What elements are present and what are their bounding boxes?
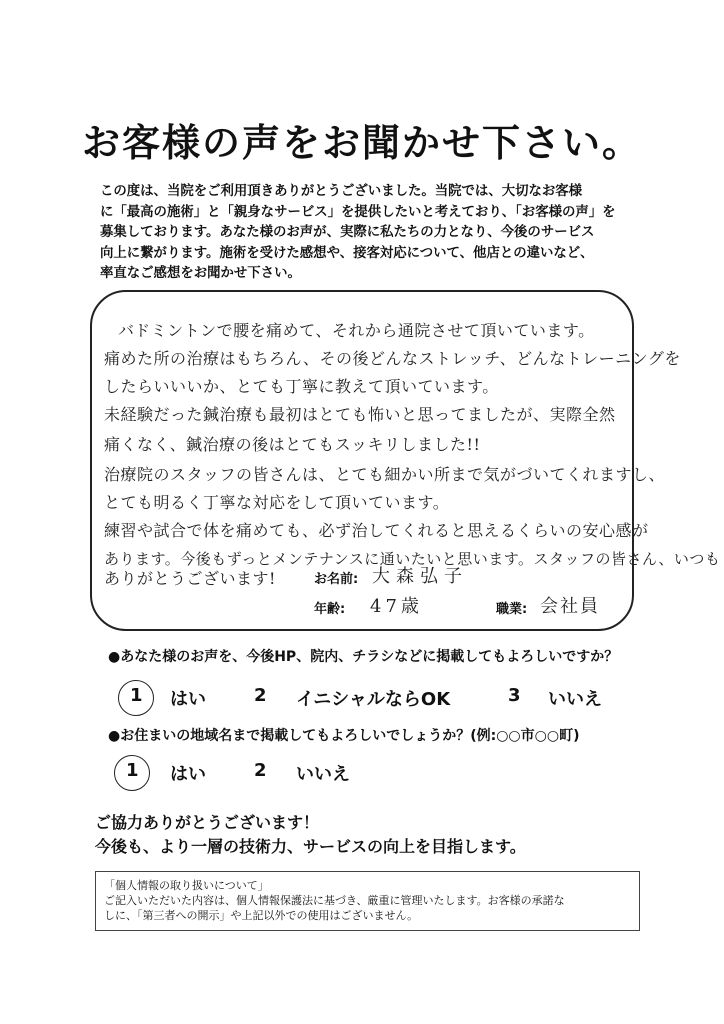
intro-text: [100, 182, 640, 285]
age-label: 年齢:: [314, 602, 346, 617]
privacy-notice: [95, 871, 640, 931]
q1-option-2-label[interactable]: イニシャルならOK: [296, 689, 451, 710]
closing-line-1: ご協力ありがとうございます！: [95, 813, 320, 832]
intro-line: 向上に繋がります。施術を受けた感想や、接客対応について、他店との違いなど、: [100, 245, 594, 261]
name-value: 大森弘子: [372, 566, 468, 587]
comment-line: 治療院のスタッフの皆さんは、とても細かい所まで気がづいてくれますし、: [104, 465, 666, 484]
intro-line: 募集しております。あなた様のお声が、実際に私たちの力となり、今後のサービス: [100, 225, 595, 240]
question-1: ●あなた様のお声を、今後HP、院内、チラシなどに掲載してもよろしいですか？: [108, 649, 619, 665]
q1-option-3-num[interactable]: 3: [508, 685, 521, 706]
comment-line: あります。今後もずっとメンテナンスに通いたいと思います。スタッフの皆さん、いつも: [104, 550, 721, 568]
comment-line: 練習や試合で体を痛めても、必ず治してくれると思えるくらいの安心感が: [104, 521, 649, 540]
privacy-line: ご記入いただいた内容は、個人情報保護法に基づき、厳重に管理いたします。お客様の承諾な: [104, 894, 565, 907]
comment-line: バドミントンで腰を痛めて、それから通院させて頂いています。: [118, 321, 595, 340]
privacy-line: しに、「第三者への開示」や上記以外での使用はございません。: [104, 909, 419, 922]
q2-option-1-num[interactable]: 1: [126, 760, 139, 781]
intro-line: に「最高の施術」と「親身なサービス」を提供したいと考えており、「お客様の声」を: [100, 204, 616, 220]
name-label: お名前:: [314, 572, 359, 587]
q2-option-1-label[interactable]: はい: [170, 764, 206, 785]
comment-line: 未経験だった鍼治療も最初はとても怖いと思ってましたが、実際全然: [104, 405, 616, 424]
question-2: ●お住まいの地域名まで掲載してもよろしいでしょうか？(例:○○市○○町): [108, 728, 580, 744]
q1-option-1-label[interactable]: はい: [170, 689, 206, 710]
comment-line: とても明るく丁寧な対応をして頂いています。: [104, 493, 450, 512]
comment-line: 痛くなく、鍼治療の後はとてもスッキリしました!!: [104, 435, 481, 454]
comment-line: ありがとうございます!: [104, 569, 276, 588]
q1-option-2-num[interactable]: 2: [254, 685, 267, 706]
intro-line: 率直なご感想をお聞かせ下さい。: [100, 266, 301, 281]
job-label: 職業:: [496, 602, 528, 617]
q2-option-2-num[interactable]: 2: [254, 760, 267, 781]
closing-line-2: 今後も、より一層の技術力、サービスの向上を目指します。: [95, 837, 526, 856]
comment-line: 痛めた所の治療はもちろん、その後どんなストレッチ、どんなトレーニングを: [104, 349, 681, 368]
page-title: お客様の声をお聞かせ下さい。: [81, 121, 642, 165]
job-value: 会社員: [540, 596, 600, 617]
comment-line: したらいいいか、とても丁寧に教えて頂いています。: [104, 377, 499, 396]
intro-line: この度は、当院をご利用頂きありがとうございました。当院では、大切なお客様: [100, 184, 583, 199]
privacy-line: 「個人情報の取り扱いについて」: [104, 879, 269, 892]
q1-option-3-label[interactable]: いいえ: [548, 689, 602, 710]
q1-option-1-num[interactable]: 1: [130, 685, 143, 706]
q2-option-2-label[interactable]: いいえ: [296, 764, 350, 785]
age-value: 47歳: [370, 596, 423, 617]
